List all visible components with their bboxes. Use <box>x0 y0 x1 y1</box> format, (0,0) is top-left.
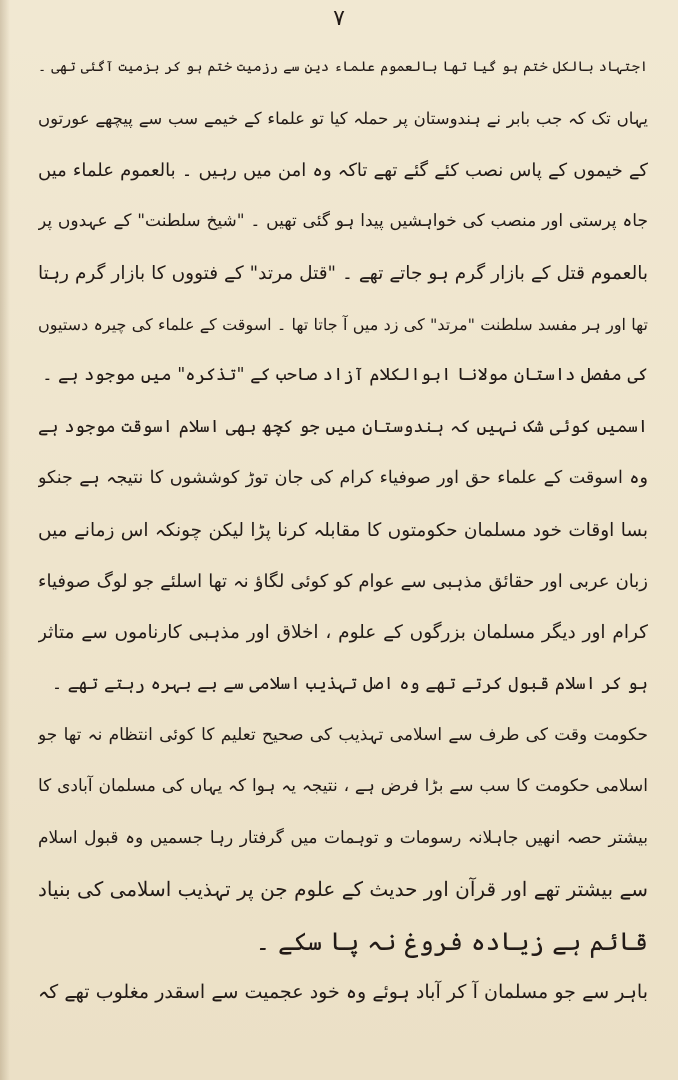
body-text <box>38 42 648 1018</box>
text-line: بسا اوقات خود مسلمان حکومتوں کا مقابلہ کرنا پڑا لیکن چونکہ اس زمانے میں <box>38 519 648 541</box>
text-line: کے خیموں کے پاس نصب کئے گئے تھے تاکہ وہ امن میں رہیں ۔ بالعموم علماء میں <box>38 159 648 181</box>
text-line: بالعموم قتل کے بازار گرم ہو جاتے تھے ۔ "قتل مرتد" کے فتووں کا بازار گرم رہتا <box>38 262 648 284</box>
text-line: یہاں تک کہ جب بابر نے ہندوستان پر حملہ کیا تو علماء کے خیمے سب سے پیچھے عورتوں <box>38 109 648 129</box>
page-number: ۷ <box>333 6 345 31</box>
text-line: بیشتر حصہ انھیں جاہلانہ رسومات و توہمات میں گرفتار رہا جسمیں وہ قبول اسلام <box>38 827 648 848</box>
text-line: اسمیں کوئی شک نہیں کہ ہندوستان میں جو کچھ بھی اسلام اسوقت موجود ہے <box>38 416 648 437</box>
text-line: کی مفصل داستان مولانا ابوالکلام آزاد صاحب کے "تذکرہ" میں موجود ہے ۔ <box>42 365 648 386</box>
text-line: زبان عربی اور حقائق مذہبی سے عوام کو کوئی لگاؤ نہ تھا اسلئے جو لوگ صوفیاء <box>38 570 648 592</box>
text-line: وہ اسوقت کے علماء حق اور صوفیاء کرام کی جان توڑ کوششوں کا نتیجہ ہے جنکو <box>38 468 648 489</box>
text-line: حکومت وقت کی طرف سے اسلامی تہذیب کی صحیح تعلیم کا کوئی انتظام نہ تھا جو <box>38 725 648 746</box>
text-line: تھا اور ہر مفسد سلطنت "مرتد" کی زد میں آ جاتا تھا ۔ اسوقت کے علماء کی چیرہ دستیوں <box>38 314 648 334</box>
text-line: اجتہاد بالکل ختم ہو گیا تھا بالعموم علماء دین سے رزمیت ختم ہو کر بزمیت آگئی تھی ۔ <box>38 59 648 75</box>
text-line: جاہ پرستی اور منصب کی خواہشیں پیدا ہو گئی تھیں ۔ "شیخ سلطنت" کے عہدوں پر <box>38 211 648 232</box>
text-line: سے بیشتر تھے اور قرآن اور حدیث کے علوم جن پر تہذیب اسلامی کی بنیاد <box>38 877 648 902</box>
text-line: اسلامی حکومت کا سب سے بڑا فرض ہے ، نتیجہ یہ ہوا کہ یہاں کی مسلمان آبادی کا <box>38 776 648 797</box>
text-line: ہو کر اسلام قبول کرتے تھے وہ اصل تہذیب اسلامی سے بے بہرہ رہتے تھے ۔ <box>51 673 648 694</box>
text-line: باہر سے جو مسلمان آ کر آباد ہوئے وہ خود عجمیت سے اسقدر مغلوب تھے کہ <box>38 981 648 1004</box>
text-line: کرام اور دیگر مسلمان بزرگوں کے علوم ، اخلاق اور مذہبی کارناموں سے متاثر <box>38 622 648 644</box>
text-line: قائم ہے زیادہ فروغ نہ پا سکے ۔ <box>255 926 648 956</box>
